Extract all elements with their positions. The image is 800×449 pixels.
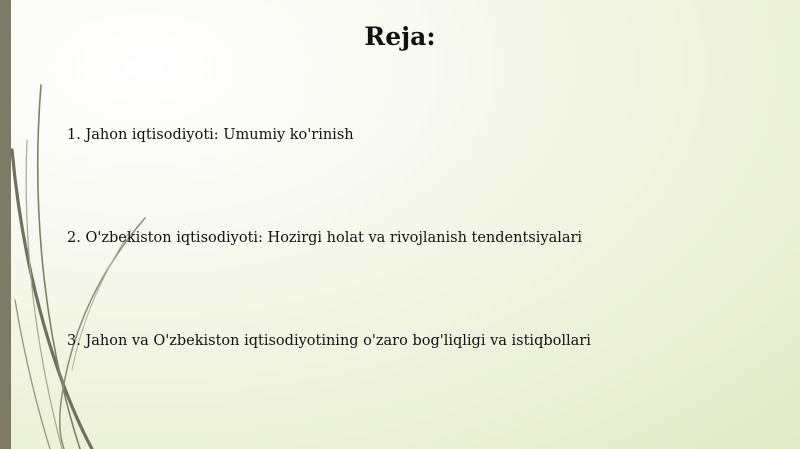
agenda-item-2: 2. O'zbekiston iqtisodiyoti: Hozirgi holat va rivojlanish tendentsiyalari — [67, 230, 583, 246]
agenda-item-1: 1. Jahon iqtisodiyoti: Umumiy ko'rinish — [67, 127, 354, 143]
slide-title: Reja: — [364, 22, 436, 51]
agenda-item-3: 3. Jahon va O'zbekiston iqtisodiyotining o'zaro bog'liqligi va istiqbollari — [67, 333, 591, 349]
left-accent-bar — [0, 0, 11, 449]
